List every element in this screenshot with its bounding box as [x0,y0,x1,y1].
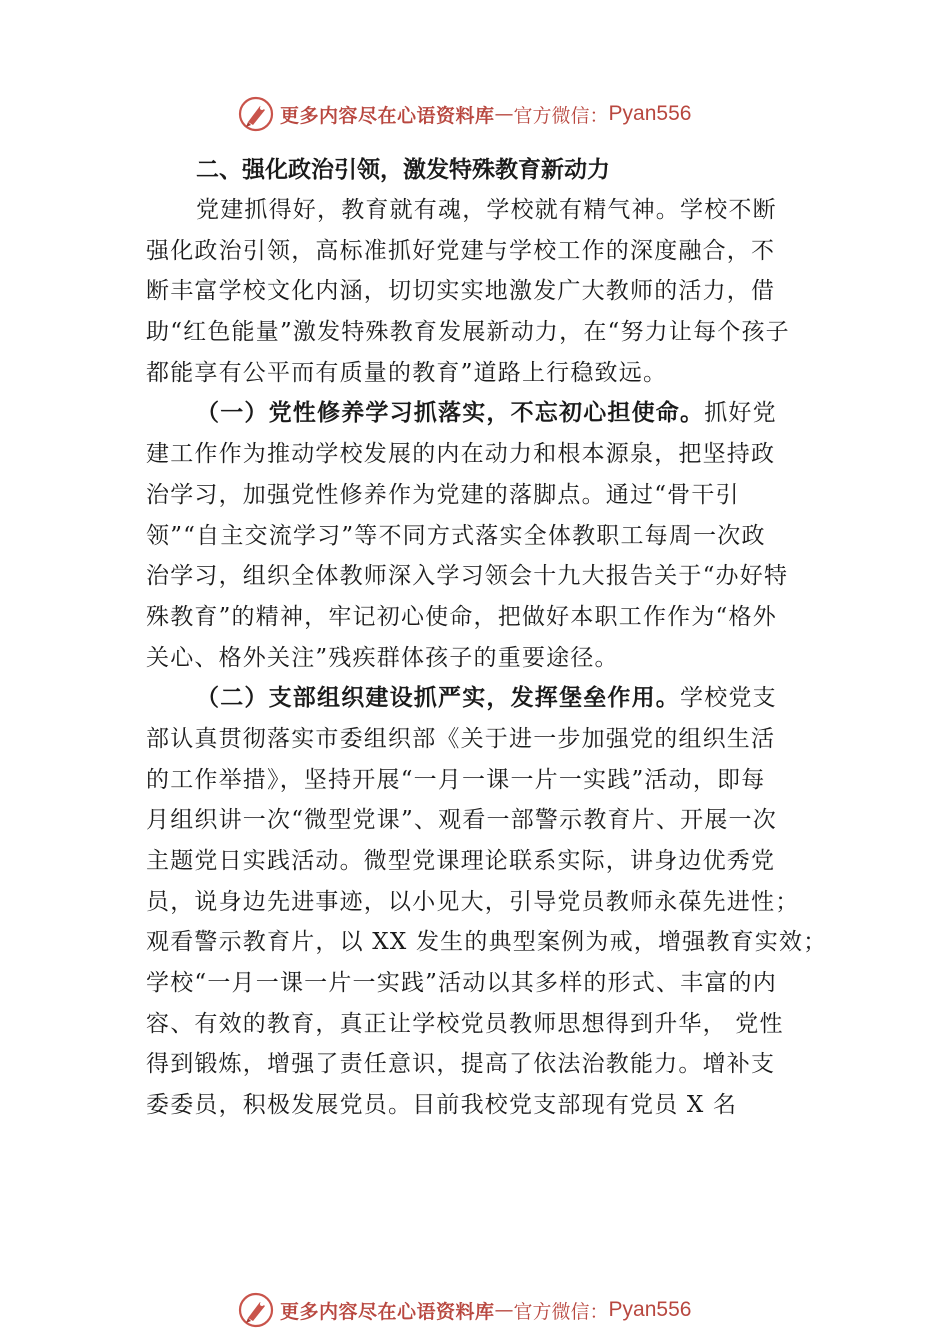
text-line: 员，说身边先进事迹，以小见大，引导党员教师永葆先进性； [146,888,800,915]
paragraph-1 [146,190,814,393]
text-run: 学校党支 [680,685,777,712]
text-run: 抓好党 [704,400,777,427]
text-line [146,678,814,719]
subheading-1: （一）党性修养学习抓落实，不忘初心担使命。 [196,399,705,427]
watermark-text: 更多内容尽在心语资料库 [280,1300,495,1323]
text-line: 主题党日实践活动。微型党课理论联系实际，讲身边优秀党 [146,848,776,874]
pen-nib-logo-icon [238,1292,274,1328]
text-line: 委委员，积极发展党员。目前我校党支部现有党员 X 名 [146,1092,738,1119]
paragraph-2 [146,393,814,678]
document-body [146,150,828,1126]
watermark-text: 更多内容尽在心语资料库 [280,104,495,127]
text-line: 观看警示教育片，以 XX 发生的典型案例为戒，增强教育实效； [146,929,828,956]
text-line [146,393,814,434]
text-line: 建工作作为推动学校发展的内在动力和根本源泉，把坚持政 [146,441,776,468]
text-line: 学校“一月一课一片一实践”活动以其多样的形式、丰富的内 [146,970,777,997]
text-line: 容、有效的教育，真正让学校党员教师思想得到升华， 党性 [146,1010,784,1037]
text-line: 治学习，加强党性修养作为党建的落脚点。通过“骨干引 [146,481,740,508]
text-line: 都能享有公平而有质量的教育”道路上行稳致远。 [146,359,668,386]
text-line: 断丰富学校文化内涵，切切实实地激发广大教师的活力，借 [146,278,776,305]
watermark-wechat-id: Pyan556 [608,102,692,125]
text-line: 月组织讲一次“微型党课”、观看一部警示教育片、开展一次 [146,807,777,834]
footer-watermark [238,1290,691,1330]
watermark-separator: — [494,1299,514,1321]
text-line: 得到锻炼，增强了责任意识，提高了依法治教能力。增补支 [146,1051,776,1078]
watermark-separator: — [494,103,514,125]
text-line: 领”“自主交流学习”等不同方式落实全体教职工每周一次政 [146,522,766,549]
paragraph-3 [146,678,828,1126]
text-line: 强化政治引领，高标准抓好党建与学校工作的深度融合，不 [146,237,776,264]
watermark-wechat-id: Pyan556 [608,1298,692,1321]
header-watermark [238,94,691,134]
text-line: 部认真贯彻落实市委组织部《关于进一步加强党的组织生活 [146,725,776,752]
text-line: 的工作举措》，坚持开展“一月一课一片一实践”活动，即每 [146,766,766,793]
text-line: 助“红色能量”激发特殊教育发展新动力，在“努力让每个孩子 [146,319,790,346]
pen-nib-logo-icon [238,96,274,132]
text-line: 殊教育”的精神，牢记初心使命，把做好本职工作作为“格外 [146,603,777,630]
watermark-wechat-label: 官方微信： [513,104,609,127]
watermark-wechat-label: 官方微信： [513,1300,609,1323]
text-line: 党建抓得好，教育就有魂，学校就有精气神。学校不断 [196,197,777,223]
text-line: 关心、格外关注”残疾群体孩子的重要途径。 [146,644,619,671]
text-line: 治学习，组织全体教师深入学习领会十九大报告关于“办好特 [146,563,789,590]
subheading-2: （二）支部组织建设抓严实，发挥堡垒作用。 [196,684,680,712]
section-heading: 二、强化政治引领，激发特殊教育新动力 [196,157,610,183]
